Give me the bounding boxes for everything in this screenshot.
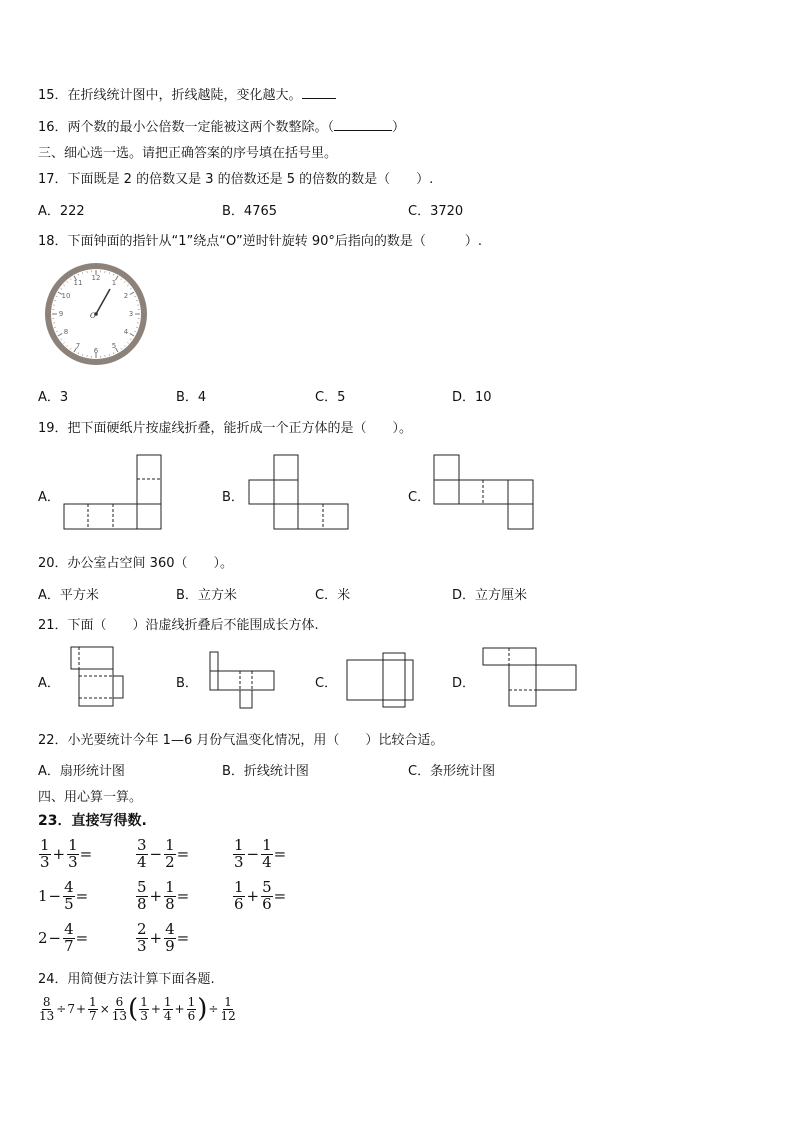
q19-label-c[interactable]: C． bbox=[408, 490, 431, 505]
q17-option-b[interactable]: B．4765 bbox=[222, 204, 278, 219]
q20-option-c[interactable]: C．米 bbox=[315, 588, 351, 603]
q21-net-c bbox=[345, 651, 415, 709]
q19-net-b bbox=[248, 454, 350, 530]
q19-net-a bbox=[63, 454, 165, 530]
q20-option-d[interactable]: D．立方厘米 bbox=[452, 588, 528, 603]
clock-number-9: 9 bbox=[58, 310, 64, 318]
q19-net-c bbox=[433, 454, 535, 530]
q21-net-a bbox=[70, 646, 124, 708]
section-4-heading: 四、用心算一算。 bbox=[38, 790, 143, 805]
q21-label-c[interactable]: C． bbox=[315, 676, 338, 691]
question-16 bbox=[38, 116, 405, 135]
calc-7: 2 − $\frac{4}{7}$ = bbox=[38, 920, 89, 955]
q18-option-b[interactable]: B．4 bbox=[176, 390, 207, 405]
question-text: 15．在折线统计图中，折线越陡，变化越大。 bbox=[38, 88, 302, 103]
calc-3: $\frac{1}{3}$ − $\frac{1}{4}$ = bbox=[234, 836, 287, 871]
clock-face bbox=[42, 260, 150, 368]
q20-option-b[interactable]: B．立方米 bbox=[176, 588, 237, 603]
q18-option-a[interactable]: A．3 bbox=[38, 390, 69, 405]
q21-label-b[interactable]: B． bbox=[176, 676, 198, 691]
q18-option-c[interactable]: C．5 bbox=[315, 390, 346, 405]
q19-label-b[interactable]: B． bbox=[222, 490, 244, 505]
clock-center-label: O bbox=[90, 312, 96, 320]
question-18: 18．下面钟面的指针从“1”绕点“O”逆时针旋转 90°后指向的数是（ ）. bbox=[38, 234, 483, 249]
section-3-heading: 三、细心选一选。请把正确答案的序号填在括号里。 bbox=[38, 146, 338, 161]
question-20: 20．办公室占空间 360（ ）。 bbox=[38, 556, 233, 571]
question-24: 24．用简便方法计算下面各题. bbox=[38, 972, 215, 987]
calc-8: $\frac{2}{3}$ + $\frac{4}{9}$ = bbox=[137, 920, 190, 955]
paren-close: ） bbox=[392, 120, 406, 135]
q21-label-d[interactable]: D． bbox=[452, 676, 476, 691]
answer-blank[interactable] bbox=[302, 86, 336, 99]
question-17: 17．下面既是 2 的倍数又是 3 的倍数还是 5 的倍数的数是（ ）. bbox=[38, 172, 434, 187]
q18-option-d[interactable]: D．10 bbox=[452, 390, 492, 405]
clock-number-11: 11 bbox=[73, 279, 83, 287]
q22-option-a[interactable]: A．扇形统计图 bbox=[38, 764, 125, 779]
question-19: 19．把下面硬纸片按虚线折叠，能折成一个正方体的是（ ）。 bbox=[38, 421, 413, 436]
calc-24-expression: $\frac{8}{13}$ ÷ 7 + $\frac{1}{7}$ × $\frac{6}{13}$ ( $\frac{1}{3}$ + $\frac{1}{4}$ + $\frac{1}{6}$ ) ÷ $\frac{1}{12}$ bbox=[39, 994, 236, 1025]
q22-option-b[interactable]: B．折线统计图 bbox=[222, 764, 309, 779]
clock-number-1: 1 bbox=[111, 279, 117, 287]
question-22: 22．小光要统计今年 1—6 月份气温变化情况，用（ ）比较合适。 bbox=[38, 733, 444, 748]
calc-1: $\frac{1}{3}$ + $\frac{1}{3}$ = bbox=[40, 836, 93, 871]
q17-option-c[interactable]: C．3720 bbox=[408, 204, 464, 219]
question-text: 16．两个数的最小公倍数一定能被这两个数整除。（ bbox=[38, 120, 335, 135]
q17-option-a[interactable]: A．222 bbox=[38, 204, 85, 219]
q20-option-a[interactable]: A．平方米 bbox=[38, 588, 99, 603]
calc-5: $\frac{5}{8}$ + $\frac{1}{8}$ = bbox=[137, 878, 190, 913]
calc-2: $\frac{3}{4}$ − $\frac{1}{2}$ = bbox=[137, 836, 190, 871]
clock-number-10: 10 bbox=[61, 292, 71, 300]
question-23: 23．直接写得数. bbox=[38, 813, 147, 829]
calc-6: $\frac{1}{6}$ + $\frac{5}{6}$ = bbox=[234, 878, 287, 913]
clock-number-8: 8 bbox=[63, 328, 69, 336]
clock-number-5: 5 bbox=[111, 342, 117, 350]
answer-blank[interactable] bbox=[334, 118, 392, 131]
clock-number-6: 6 bbox=[93, 347, 99, 355]
clock-number-4: 4 bbox=[123, 328, 129, 336]
q21-net-b bbox=[208, 650, 276, 710]
calc-4: 1 − $\frac{4}{5}$ = bbox=[38, 878, 89, 913]
clock-number-3: 3 bbox=[128, 310, 134, 318]
clock-number-7: 7 bbox=[75, 342, 81, 350]
q19-label-a[interactable]: A． bbox=[38, 490, 60, 505]
clock-number-2: 2 bbox=[123, 292, 129, 300]
q22-option-c[interactable]: C．条形统计图 bbox=[408, 764, 496, 779]
q21-label-a[interactable]: A． bbox=[38, 676, 60, 691]
clock-number-12: 12 bbox=[91, 274, 101, 282]
q21-net-d bbox=[481, 646, 579, 708]
question-15 bbox=[38, 84, 336, 103]
question-21: 21．下面（ ）沿虚线折叠后不能围成长方体. bbox=[38, 618, 319, 633]
